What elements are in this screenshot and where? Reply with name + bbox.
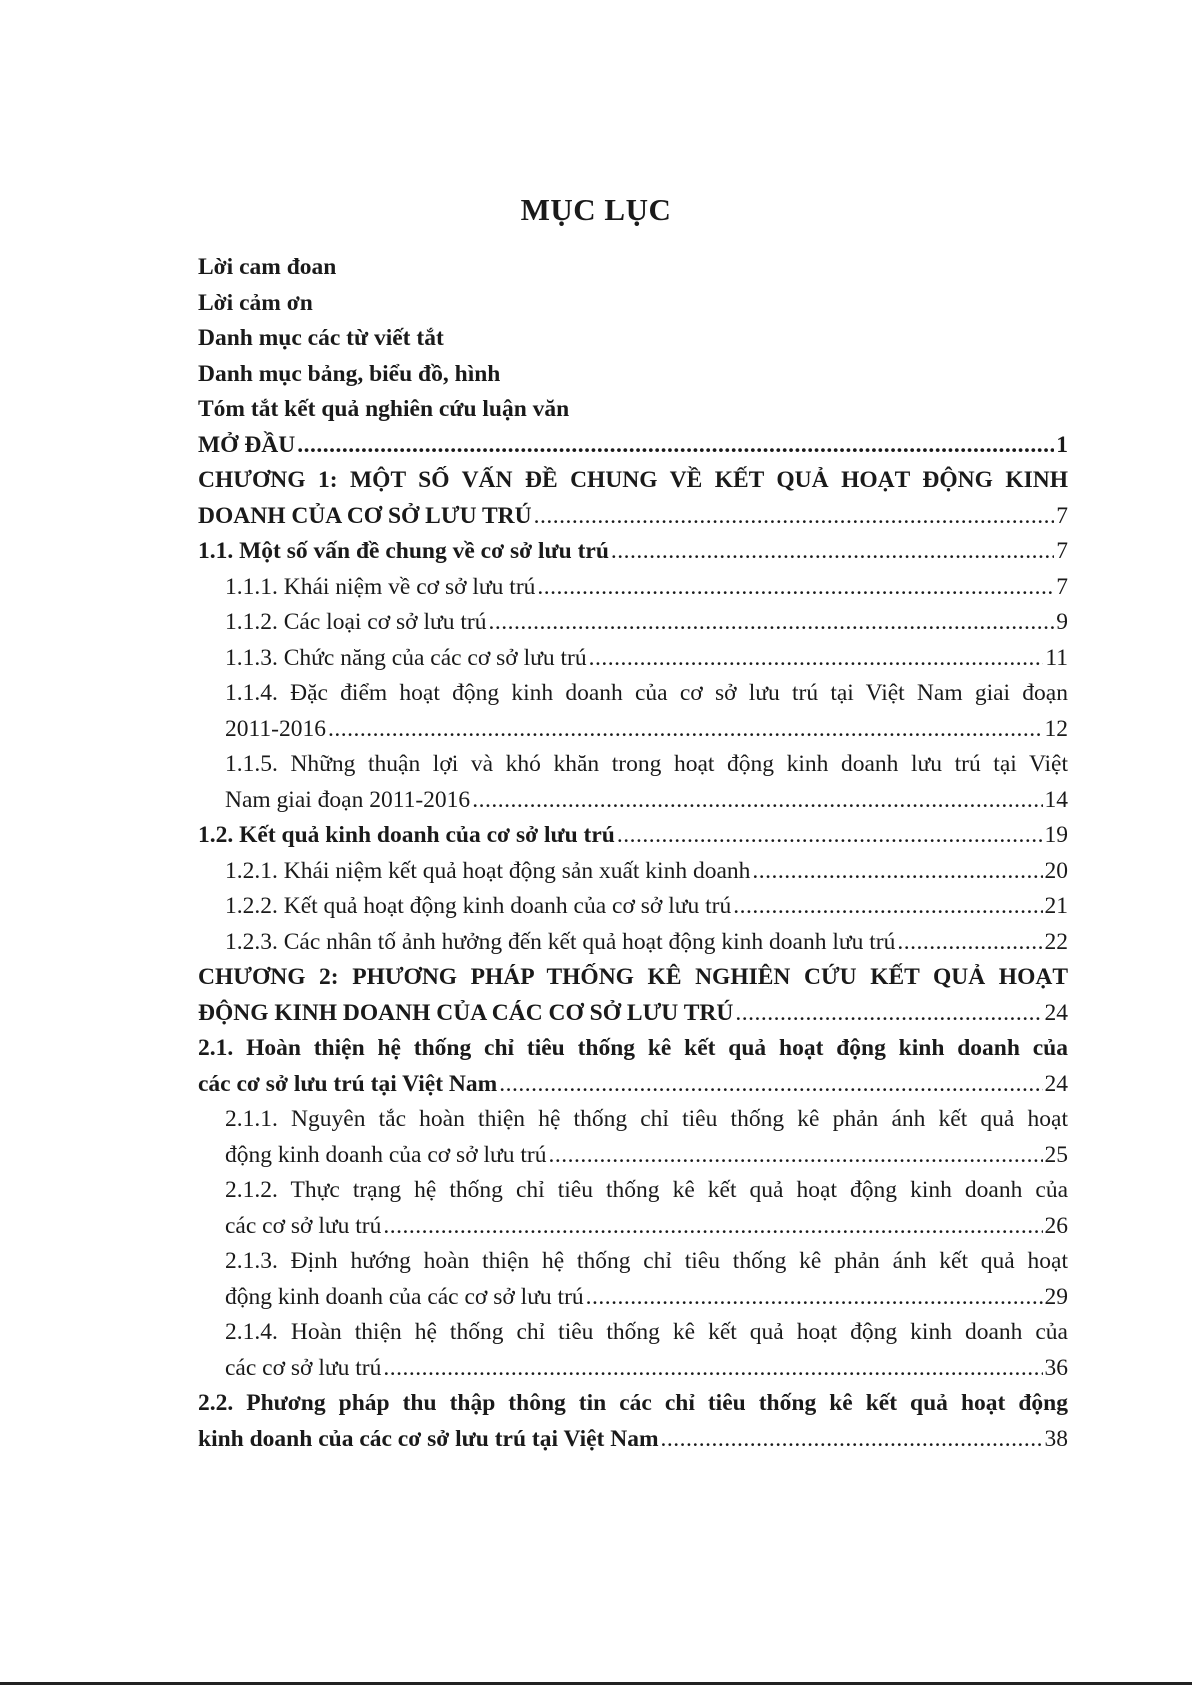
- toc-entry-section-2-1-4[interactable]: [198, 1351, 1068, 1387]
- dot-leader: [617, 818, 1043, 854]
- dot-leader: [897, 925, 1042, 961]
- toc-page-number: 38: [1044, 1425, 1068, 1452]
- dot-leader: [534, 499, 1055, 535]
- toc-entry-label: các cơ sở lưu trú: [225, 1354, 382, 1381]
- toc-entry-label: 1.2. Kết quả kinh doanh của cơ sở lưu trú: [198, 822, 615, 848]
- dot-leader: [537, 570, 1054, 606]
- dot-leader: [752, 854, 1042, 890]
- toc-entry-section-1-1-4-line1[interactable]: 1.1.4. Đặc điểm hoạt động kinh doanh của cơ sở lưu trú tại Việt Nam giai đoạn: [225, 680, 1068, 706]
- toc-entry-label: 1.2.3. Các nhân tố ảnh hưởng đến kết quả hoạt động kinh doanh lưu trú: [225, 928, 896, 955]
- toc-entry-label: 1.1.1. Khái niệm về cơ sở lưu trú: [225, 573, 536, 600]
- toc-entry-label: 1.1.2. Các loại cơ sở lưu trú: [225, 609, 487, 635]
- toc-entry-summary[interactable]: Tóm tắt kết quả nghiên cứu luận văn: [198, 396, 570, 422]
- toc-page-number: 7: [1056, 573, 1068, 600]
- toc-entry-loi-cam-doan[interactable]: Lời cam đoan: [198, 254, 337, 280]
- toc-entry-section-1-1-1[interactable]: [198, 570, 1068, 606]
- toc-entry-label: DOANH CỦA CƠ SỞ LƯU TRÚ: [198, 502, 532, 529]
- toc-page-number: 36: [1044, 1354, 1068, 1381]
- toc-entry-section-2-1-2[interactable]: [198, 1209, 1068, 1245]
- toc-page-number: 20: [1044, 857, 1068, 884]
- toc-entry-section-2-1-3-line1[interactable]: 2.1.3. Định hướng hoàn thiện hệ thống chỉ tiêu thống kê phản ánh kết quả hoạt: [225, 1248, 1068, 1274]
- toc-page-number: 9: [1056, 609, 1068, 635]
- toc-entry-label: động kinh doanh của các cơ sở lưu trú: [225, 1283, 584, 1310]
- toc-entry-label: 1.2.2. Kết quả hoạt động kinh doanh của cơ sở lưu trú: [225, 893, 732, 919]
- dot-leader: [589, 641, 1044, 677]
- toc-page-number: 14: [1044, 786, 1068, 813]
- dot-leader: [297, 428, 1054, 464]
- toc-entry-section-1-1-2[interactable]: [198, 605, 1068, 641]
- toc-entry-label: 1.1.3. Chức năng của các cơ sở lưu trú: [225, 644, 587, 671]
- toc-entry-section-2-1-1[interactable]: [198, 1138, 1068, 1174]
- toc-entry-section-2-1[interactable]: [198, 1067, 1068, 1103]
- dot-leader: [611, 534, 1054, 570]
- toc-page-number: 7: [1056, 538, 1068, 564]
- toc-entry-section-2-1-line1[interactable]: 2.1. Hoàn thiện hệ thống chỉ tiêu thống kê kết quả hoạt động kinh doanh của: [198, 1035, 1068, 1061]
- toc-page-number: 22: [1044, 928, 1068, 955]
- toc-entry-section-2-2-line1[interactable]: 2.2. Phương pháp thu thập thông tin các chỉ tiêu thống kê kết quả hoạt động: [198, 1390, 1068, 1416]
- toc-entry-list-of-tables[interactable]: Danh mục bảng, biểu đồ, hình: [198, 360, 501, 387]
- dot-leader: [383, 1209, 1042, 1245]
- dot-leader: [499, 1067, 1042, 1103]
- toc-page-number: 24: [1044, 1070, 1068, 1097]
- dot-leader: [472, 783, 1042, 819]
- toc-page-number: 19: [1044, 822, 1068, 848]
- toc-page-number: 29: [1044, 1283, 1068, 1310]
- toc-entry-section-1-2[interactable]: [198, 818, 1068, 854]
- toc-entry-section-2-1-2-line1[interactable]: 2.1.2. Thực trạng hệ thống chỉ tiêu thống kê kết quả hoạt động kinh doanh của: [225, 1177, 1068, 1203]
- toc-page-number: 7: [1056, 502, 1068, 529]
- toc-page-number: 1: [1056, 431, 1068, 458]
- dot-leader: [488, 605, 1054, 641]
- dot-leader: [328, 712, 1043, 748]
- toc-entry-label: MỞ ĐẦU: [198, 431, 296, 458]
- dot-leader: [661, 1422, 1043, 1458]
- toc-entry-abbreviations[interactable]: Danh mục các từ viết tắt: [198, 325, 444, 351]
- dot-leader: [733, 889, 1042, 925]
- toc-entry-section-2-1-3[interactable]: [198, 1280, 1068, 1316]
- toc-page-number: 25: [1044, 1141, 1068, 1168]
- toc-page-number: 21: [1044, 893, 1068, 919]
- toc-entry-section-1-1-5[interactable]: [198, 783, 1068, 819]
- toc-entry-chapter-2-line1[interactable]: CHƯƠNG 2: PHƯƠNG PHÁP THỐNG KÊ NGHIÊN CỨU KẾT QUẢ HOẠT: [198, 964, 1068, 990]
- page-title: MỤC LỤC: [520, 192, 672, 227]
- toc-entry-section-2-1-4-line1[interactable]: 2.1.4. Hoàn thiện hệ thống chỉ tiêu thống kê kết quả hoạt động kinh doanh của: [225, 1319, 1068, 1345]
- toc-entry-section-1-1-5-line1[interactable]: 1.1.5. Những thuận lợi và khó khăn trong hoạt động kinh doanh lưu trú tại Việt: [225, 751, 1068, 777]
- toc-entry-section-2-2[interactable]: [198, 1422, 1068, 1458]
- toc-entry-section-1-1[interactable]: [198, 534, 1068, 570]
- toc-page-number: 24: [1044, 999, 1068, 1026]
- toc-entry-mo-dau[interactable]: [198, 428, 1068, 464]
- toc-entry-chapter-1-line1[interactable]: CHƯƠNG 1: MỘT SỐ VẤN ĐỀ CHUNG VỀ KẾT QUẢ HOẠT ĐỘNG KINH: [198, 467, 1068, 493]
- toc-entry-label: động kinh doanh của cơ sở lưu trú: [225, 1141, 547, 1168]
- toc-entry-label: các cơ sở lưu trú: [225, 1212, 382, 1239]
- toc-entry-label: kinh doanh của các cơ sở lưu trú tại Việt Nam: [198, 1425, 659, 1452]
- dot-leader: [586, 1280, 1043, 1316]
- toc-entry-chapter-1[interactable]: [198, 499, 1068, 535]
- toc-entry-section-1-2-1[interactable]: [198, 854, 1068, 890]
- toc-entry-section-2-1-1-line1[interactable]: 2.1.1. Nguyên tắc hoàn thiện hệ thống chỉ tiêu thống kê phản ánh kết quả hoạt: [225, 1106, 1068, 1132]
- toc-page-number: 11: [1045, 644, 1068, 671]
- toc-entry-label: ĐỘNG KINH DOANH CỦA CÁC CƠ SỞ LƯU TRÚ: [198, 999, 734, 1026]
- dot-leader: [735, 996, 1042, 1032]
- toc-entry-loi-cam-on[interactable]: Lời cảm ơn: [198, 289, 313, 316]
- toc-entry-section-1-1-4[interactable]: [198, 712, 1068, 748]
- toc-page-number: 12: [1044, 715, 1068, 742]
- table-of-contents: [198, 250, 1068, 1457]
- toc-entry-section-1-2-2[interactable]: [198, 889, 1068, 925]
- toc-entry-section-1-2-3[interactable]: [198, 925, 1068, 961]
- toc-entry-label: Nam giai đoạn 2011-2016: [225, 786, 471, 813]
- toc-page-number: 26: [1044, 1212, 1068, 1239]
- toc-entry-label: 1.1. Một số vấn đề chung về cơ sở lưu trú: [198, 538, 609, 564]
- toc-entry-chapter-2[interactable]: [198, 996, 1068, 1032]
- toc-entry-section-1-1-3[interactable]: [198, 641, 1068, 677]
- dot-leader: [549, 1138, 1043, 1174]
- toc-entry-label: 2011-2016: [225, 715, 326, 742]
- toc-entry-label: các cơ sở lưu trú tại Việt Nam: [198, 1070, 498, 1097]
- toc-entry-label: 1.2.1. Khái niệm kết quả hoạt động sản xuất kinh doanh: [225, 857, 751, 884]
- dot-leader: [383, 1351, 1042, 1387]
